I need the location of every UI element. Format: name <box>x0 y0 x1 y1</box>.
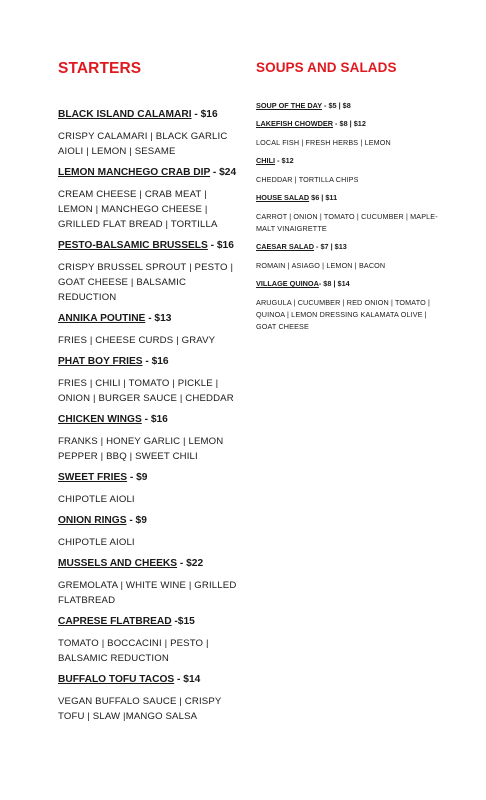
menu-item-title <box>58 355 238 368</box>
menu-item <box>58 471 238 507</box>
menu-item-title <box>256 156 446 166</box>
menu-item <box>256 156 446 186</box>
menu-item-description: TOMATO | BOCCACINI | PESTO | BALSAMIC REDUCTION <box>58 638 209 664</box>
menu-item-price: - $12 <box>275 156 294 165</box>
menu-item-price: - $16 <box>142 356 169 367</box>
menu-item <box>58 673 238 724</box>
menu-item-price: - $9 <box>126 515 147 526</box>
menu-item-price: - $9 <box>127 472 148 483</box>
menu-item-name: MUSSELS AND CHEEKS <box>58 558 178 569</box>
soups-salads-heading: SOUPS AND SALADS <box>256 60 397 75</box>
menu-item <box>256 101 446 111</box>
menu-item-name: SWEET FRIES <box>58 472 128 483</box>
menu-item <box>256 242 446 272</box>
menu-item-description: CRISPY BRUSSEL SPROUT | PESTO | GOAT CHEESE | BALSAMIC REDUCTION <box>58 262 234 303</box>
menu-item <box>256 119 446 149</box>
menu-item-description: FRIES | CHEESE CURDS | GRAVY <box>58 335 216 346</box>
menu-item-title <box>58 557 238 570</box>
menu-item-description: ROMAIN | ASIAGO | LEMON | BACON <box>256 261 386 270</box>
menu-item <box>58 514 238 550</box>
soups-salads-list <box>256 101 446 340</box>
menu-item-name: PHAT BOY FRIES <box>58 356 143 367</box>
menu-item-title <box>58 108 238 121</box>
menu-item <box>58 413 238 464</box>
menu-item-price: - $8 | $14 <box>318 279 350 288</box>
menu-item-title <box>58 514 238 527</box>
menu-item-description: CHIPOTLE AIOLI <box>58 494 135 505</box>
menu-item-name: CAESAR SALAD <box>256 242 314 251</box>
menu-item-description: ARUGULA | CUCUMBER | RED ONION | TOMATO | QUINOA | LEMON DRESSING KALAMATA OLIVE | GOAT CHEESE <box>256 298 431 331</box>
menu-item-name: CHICKEN WINGS <box>58 414 142 425</box>
menu-item <box>58 615 238 666</box>
menu-item-price: - $16 <box>191 109 218 120</box>
menu-item-name: LEMON MANCHEGO CRAB DIP <box>58 167 211 178</box>
menu-item-name: CHILI <box>256 156 276 165</box>
menu-item-price: - $14 <box>174 674 201 685</box>
menu-item-price: - $7 | $13 <box>313 242 347 251</box>
menu-item-price: - $22 <box>177 558 204 569</box>
menu-item <box>256 279 446 333</box>
menu-item-description: VEGAN BUFFALO SAUCE | CRISPY TOFU | SLAW |MANGO SALSA <box>58 696 222 722</box>
menu-item <box>256 193 446 235</box>
menu-item-description: CRISPY CALAMARI | BLACK GARLIC AIOLI | LEMON | SESAME <box>58 131 228 157</box>
menu-item-description: GREMOLATA | WHITE WINE | GRILLED FLATBREAD <box>58 580 237 606</box>
menu-item-title <box>58 166 238 179</box>
menu-item-description: FRANKS | HONEY GARLIC | LEMON PEPPER | BBQ | SWEET CHILI <box>58 436 224 462</box>
menu-item-description: CHEDDAR | TORTILLA CHIPS <box>256 175 359 184</box>
menu-item-description: FRIES | CHILI | TOMATO | PICKLE | ONION | BURGER SAUCE | CHEDDAR <box>58 378 234 404</box>
menu-item <box>58 557 238 608</box>
menu-item-price: - $8 | $12 <box>333 119 366 128</box>
menu-item-title <box>58 615 238 628</box>
menu-item-name: LAKEFISH CHOWDER <box>256 119 334 128</box>
menu-item-name: HOUSE SALAD <box>256 193 310 202</box>
menu-item-title <box>58 471 238 484</box>
menu-item-price: - $16 <box>141 414 168 425</box>
menu-item <box>58 312 238 348</box>
menu-item-title <box>256 193 446 203</box>
menu-item-description: CHIPOTLE AIOLI <box>58 537 135 548</box>
menu-item <box>58 108 238 159</box>
starters-list <box>58 108 238 731</box>
menu-item-title <box>256 119 446 129</box>
menu-item-title <box>58 239 238 252</box>
menu-item <box>58 239 238 305</box>
menu-item-title <box>256 242 446 252</box>
menu-item-name: CAPRESE FLATBREAD <box>58 616 172 627</box>
menu-item-description: CREAM CHEESE | CRAB MEAT | LEMON | MANCHEGO CHEESE | GRILLED FLAT BREAD | TORTILLA <box>58 189 218 230</box>
menu-item-title <box>58 312 238 325</box>
menu-item-name: ONION RINGS <box>58 515 127 526</box>
menu-item-price: - $13 <box>145 313 172 324</box>
menu-item-name: BUFFALO TOFU TACOS <box>58 674 175 685</box>
menu-item-name: ANNIKA POUTINE <box>58 313 146 324</box>
menu-item <box>58 355 238 406</box>
menu-item-title <box>256 101 446 111</box>
menu-item-name: SOUP OF THE DAY <box>256 101 322 110</box>
menu-item-title <box>58 413 238 426</box>
menu-item-price: -$15 <box>171 616 195 627</box>
menu-item <box>58 166 238 232</box>
menu-item-price: $6 | $11 <box>309 193 338 202</box>
starters-heading: STARTERS <box>58 60 142 77</box>
menu-item-name: PESTO-BALSAMIC BRUSSELS <box>58 240 208 251</box>
menu-item-name: VILLAGE QUINOA <box>256 279 319 288</box>
menu-item-title <box>256 279 446 289</box>
menu-item-price: - $24 <box>210 167 237 178</box>
menu-item-name: BLACK ISLAND CALAMARI <box>58 109 192 120</box>
menu-item-price: - $5 | $8 <box>321 101 351 110</box>
menu-item-description: CARROT | ONION | TOMATO | CUCUMBER | MAPLE-MALT VINAIGRETTE <box>256 212 438 233</box>
menu-item-description: LOCAL FISH | FRESH HERBS | LEMON <box>256 138 391 147</box>
menu-item-title <box>58 673 238 686</box>
menu-item-price: - $16 <box>207 240 234 251</box>
